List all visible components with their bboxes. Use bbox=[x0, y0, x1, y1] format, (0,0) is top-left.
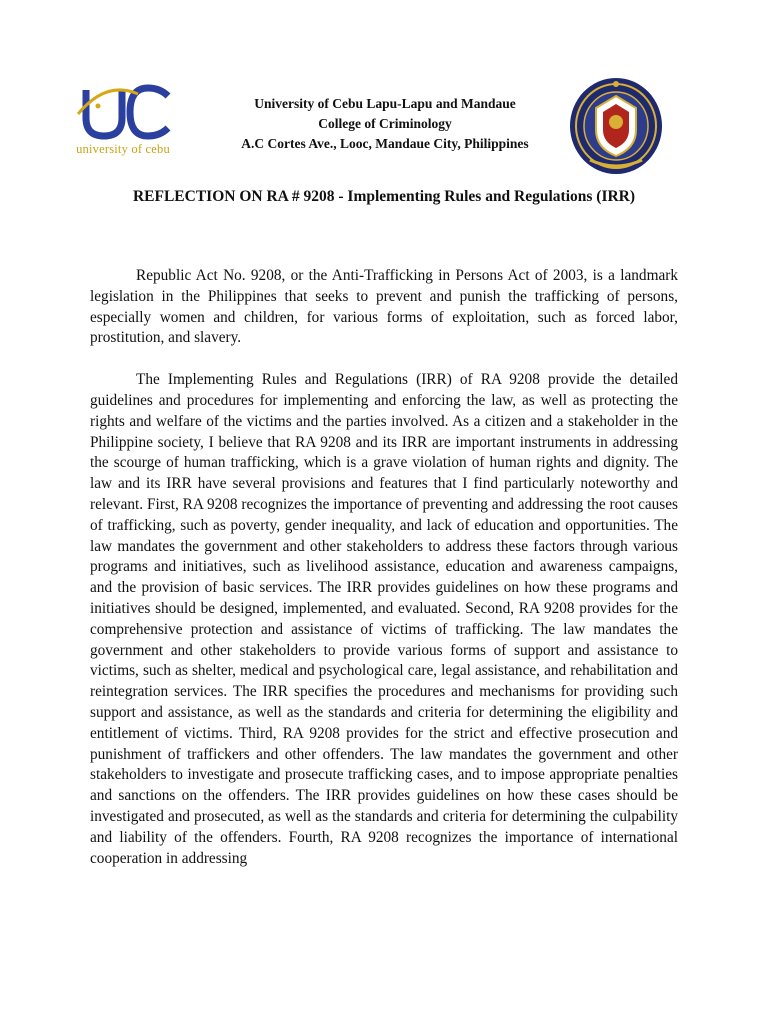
university-logo bbox=[68, 84, 178, 162]
college-name: College of Criminology bbox=[318, 116, 452, 131]
paragraph: The Implementing Rules and Regulations (IRR) of RA 9208 provide the detailed guidelines and procedures for implementing and enforcing the law, as well as protecting the rights and welfare of the victims and the parties involved. As a citizen and a stakeholder in the Philippine society, I believe that RA 9208 and its IRR are important instruments in addressing the scourge of human trafficking, which is a grave violation of human rights and dignity. The law and its IRR have several provisions and features that I find particularly noteworthy and relevant. First, RA 9208 recognizes the importance of preventing and addressing the root causes of trafficking, such as poverty, gender inequality, and lack of education and opportunities. The law mandates the government and other stakeholders to address these factors through various programs and initiatives, such as livelihood assistance, education and awareness campaigns, and the provision of basic services. The IRR provides guidelines on how these programs and initiatives should be designed, implemented, and evaluated. Second, RA 9208 provides for the comprehensive protection and assistance of victims of trafficking. The law mandates the government and other stakeholders to provide various forms of support and assistance to victims, such as shelter, medical and psychological care, legal assistance, and rehabilitation and reintegration services. The IRR specifies the procedures and mechanisms for providing such support and assistance, as well as the standards and criteria for determining the eligibility and entitlement of victims. Third, RA 9208 provides for the strict and effective prosecution and punishment of traffickers and other offenders. The law mandates the government and other stakeholders to investigate and prosecute trafficking cases, and to impose appropriate penalties and sanctions on the offenders. The IRR provides guidelines on how these cases should be investigated and prosecuted, as well as the standards and criteria for determining the culpability and liability of the offenders. Fourth, RA 9208 recognizes the importance of international cooperation in addressing bbox=[90, 371, 678, 867]
document-body bbox=[90, 266, 678, 890]
logo-subtitle: university of cebu bbox=[76, 142, 170, 156]
document-title bbox=[40, 188, 728, 206]
criminology-seal bbox=[566, 76, 666, 176]
uc-logo-mark-icon bbox=[76, 84, 172, 140]
paragraph: Republic Act No. 9208, or the Anti-Trafficking in Persons Act of 2003, is a landmark legislation in the Philippines that seeks to prevent and punish the trafficking of persons, especially women and children, for various forms of exploitation, such as forced labor, prostitution, and slavery. bbox=[90, 267, 678, 347]
university-name: University of Cebu Lapu-Lapu and Mandaue bbox=[254, 96, 516, 111]
address: A.C Cortes Ave., Looc, Mandaue City, Philippines bbox=[241, 136, 529, 151]
institution-header bbox=[200, 94, 570, 154]
title-prefix: REFLECTION ON RA # 9208 bbox=[132, 188, 335, 205]
seal-icon bbox=[566, 76, 666, 176]
title-separator: - bbox=[334, 188, 348, 205]
title-rest: Implementing Rules and Regulations (IRR) bbox=[347, 188, 636, 205]
